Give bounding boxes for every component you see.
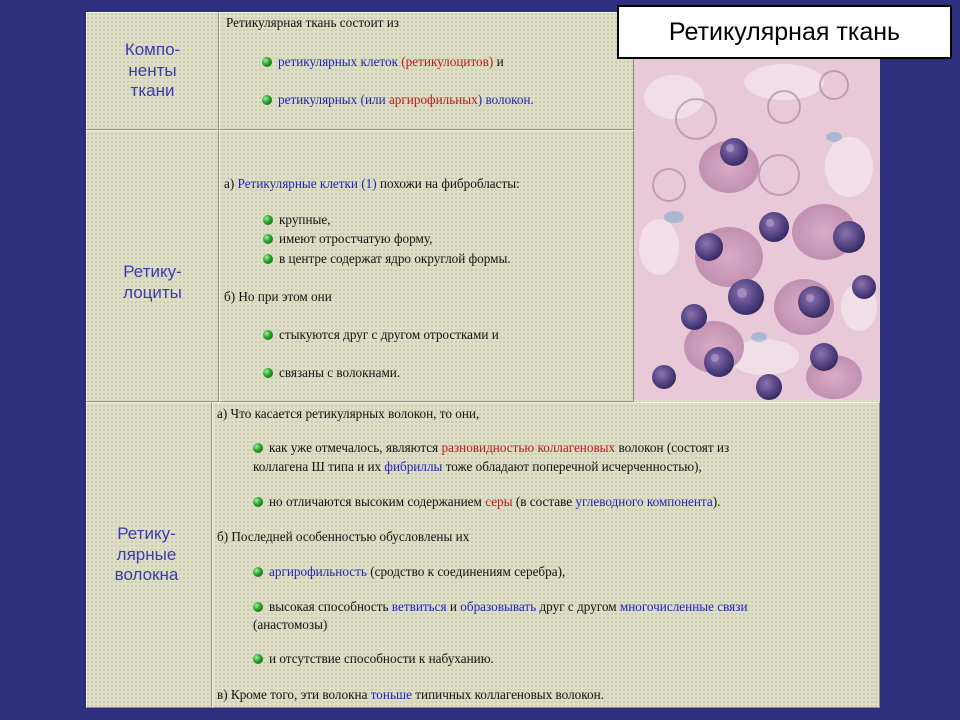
slide-title	[617, 5, 952, 59]
bullet-icon	[263, 215, 273, 225]
bullet-icon	[262, 95, 272, 105]
header-fibers-text: Ретику- лярные волокна	[114, 524, 179, 585]
bullet-icon	[263, 234, 273, 244]
s1-bullet-cells: ретикулярных клеток (ретикулоцитов) и	[262, 54, 504, 70]
s3-bullet-2: но отличаются высоким содержанием серы (в составе углеводного компонента).	[253, 494, 720, 510]
s3-bullet-4-line2: (анастомозы)	[253, 617, 328, 632]
s3-bullet-4-line1: высокая способность ветвиться и образовывать друг с другом многочисленные связи	[253, 599, 748, 615]
slide-title-text: Ретикулярная ткань	[668, 17, 901, 46]
bullet-icon	[253, 497, 263, 507]
s2-bullet-3: в центре содержат ядро округлой формы.	[263, 251, 511, 267]
s2-bullet-2: имеют отростчатую форму,	[263, 231, 432, 247]
s3-bullet-1-line1: как уже отмечалось, являются разновидностью коллагеновых волокон (состоят из	[253, 440, 729, 456]
s1-intro: Ретикулярная ткань состоит из	[226, 15, 399, 30]
s2-a-line: а) Ретикулярные клетки (1) похожи на фибробласты:	[224, 176, 520, 191]
bullet-icon	[253, 602, 263, 612]
s3-bullet-5: и отсутствие способности к набуханию.	[253, 651, 494, 667]
micrograph-image	[634, 57, 880, 400]
bullet-icon	[263, 368, 273, 378]
bullet-icon	[253, 443, 263, 453]
s2-bullet-1: крупные,	[263, 212, 331, 228]
header-components	[86, 12, 219, 130]
s1-bullet-fibers: ретикулярных (или аргирофильных) волокон.	[262, 92, 534, 108]
s3-bullet-3: аргирофильность (сродство к соединениям серебра),	[253, 564, 565, 580]
header-components-text: Компо- ненты ткани	[124, 40, 181, 101]
s2-b-bullet-2: связаны с волокнами.	[263, 365, 400, 381]
header-fibers	[80, 402, 213, 708]
s2-b-bullet-1: стыкуются друг с другом отростками и	[263, 327, 499, 343]
header-reticulocytes	[86, 130, 219, 435]
s3-c-line: в) Кроме того, эти волокна тоньше типичных коллагеновых волокон.	[217, 687, 604, 702]
s3-b-intro: б) Последней особенностью обусловлены их	[217, 529, 470, 544]
bullet-icon	[253, 654, 263, 664]
s2-b-intro: б) Но при этом они	[224, 289, 332, 304]
s3-bullet-1-line2: коллагена Ш типа и их фибриллы тоже обладают поперечной исчерченностью),	[253, 459, 702, 474]
header-reticulocytes-text: Ретику- лоциты	[123, 262, 182, 302]
bullet-icon	[253, 567, 263, 577]
bullet-icon	[263, 330, 273, 340]
s3-a-intro: а) Что касается ретикулярных волокон, то они,	[217, 406, 480, 421]
bullet-icon	[262, 57, 272, 67]
micrograph-svg	[634, 57, 880, 400]
bullet-icon	[263, 254, 273, 264]
